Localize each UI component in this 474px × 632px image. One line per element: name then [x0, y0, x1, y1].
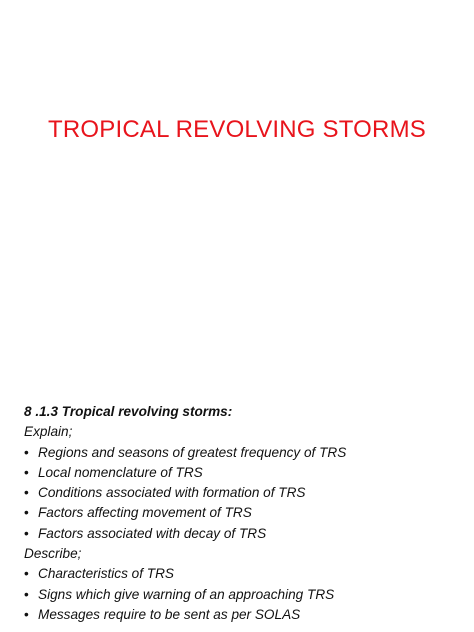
list-item-text: Messages require to be sent as per SOLAS [38, 606, 301, 622]
list-item [24, 503, 464, 523]
list-item-text: Factors affecting movement of TRS [38, 505, 252, 521]
bullet-icon: • [24, 444, 29, 460]
list-item-text: Signs which give warning of an approaching TRS [38, 586, 335, 602]
list-item [24, 585, 464, 605]
describe-label: Describe; [24, 546, 82, 562]
slide-title: TROPICAL REVOLVING STORMS [48, 116, 426, 143]
bullet-icon: • [24, 505, 29, 521]
bullet-icon: • [24, 485, 29, 501]
list-item-text: Factors associated with decay of TRS [38, 525, 267, 541]
bullet-icon: • [24, 606, 29, 622]
list-item [24, 443, 464, 463]
list-item [24, 524, 464, 544]
list-item-text: Characteristics of TRS [38, 566, 174, 582]
list-item-text: Regions and seasons of greatest frequency of TRS [38, 444, 347, 460]
list-item [24, 483, 464, 503]
bullet-icon: • [24, 566, 29, 582]
explain-label: Explain; [24, 424, 73, 440]
section-heading: 8 .1.3 Tropical revolving storms: [24, 404, 233, 419]
list-item-text: Conditions associated with formation of TRS [38, 485, 306, 501]
list-item [24, 463, 464, 483]
list-item-text: Local nomenclature of TRS [38, 464, 203, 480]
bullet-icon: • [24, 464, 29, 480]
list-item [24, 564, 464, 584]
bullet-icon: • [24, 525, 29, 541]
slide-body [24, 402, 464, 625]
list-item [24, 605, 464, 625]
bullet-icon: • [24, 586, 29, 602]
